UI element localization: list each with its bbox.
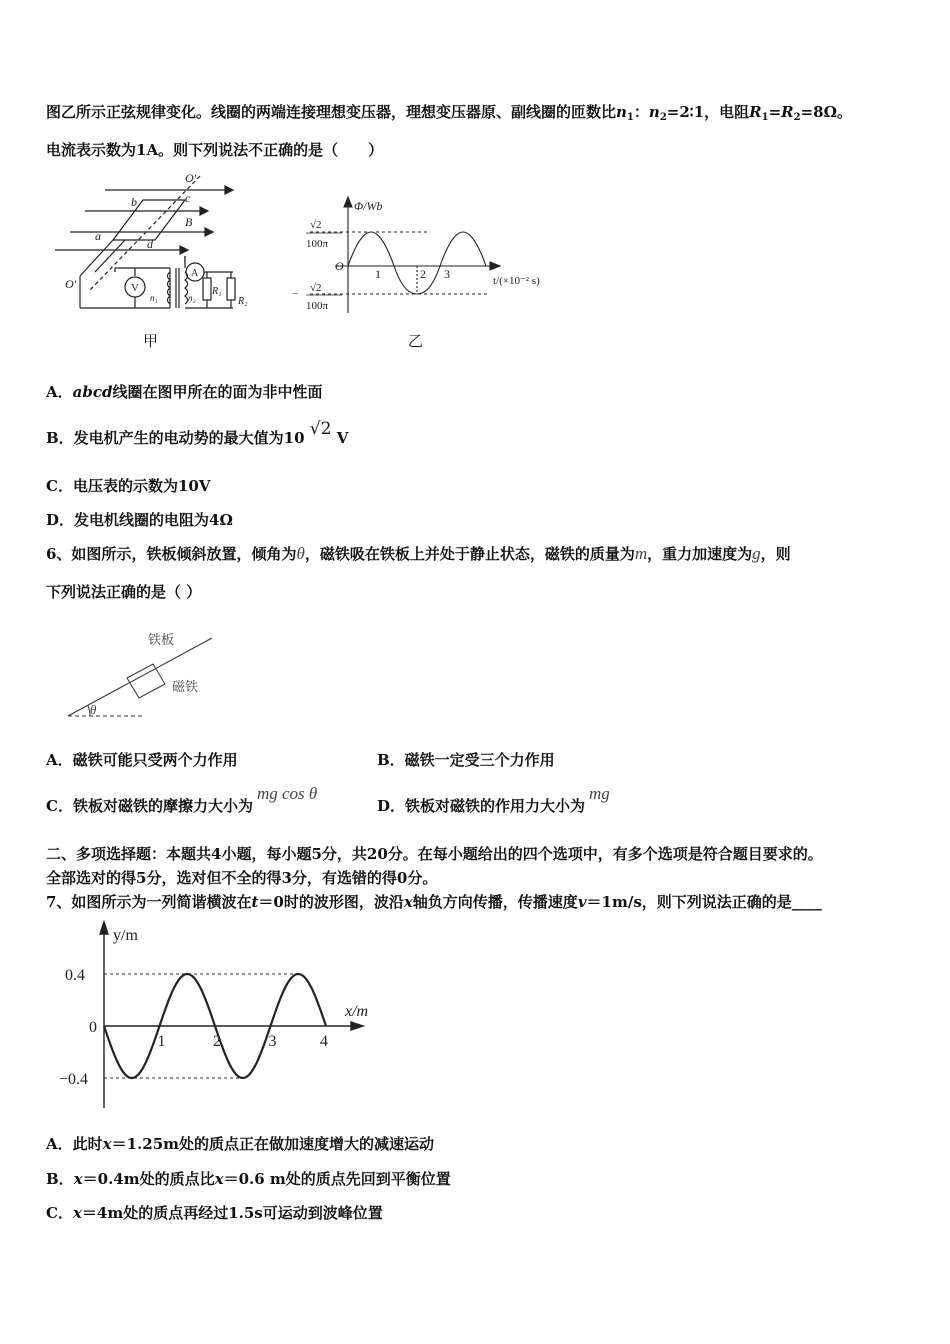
label-o-bottom: O′: [65, 277, 77, 291]
r1-symbol: R: [749, 103, 762, 121]
tick-3: 3: [444, 267, 450, 281]
label-c: c: [185, 191, 191, 205]
unit-v: V: [336, 429, 349, 447]
label-b-field: B: [185, 215, 193, 229]
mg-expression: mg: [589, 784, 610, 803]
q6-option-b: B．磁铁一定受三个力作用: [377, 751, 555, 769]
stem-text: ，重力加速度为: [647, 545, 753, 563]
flux-curve: [348, 232, 486, 294]
colon: ：: [633, 103, 649, 121]
option-label: B．: [46, 1170, 74, 1188]
q5-option-d: D．发电机线圈的电阻为4Ω: [46, 511, 233, 529]
rotation-axis: [90, 176, 200, 290]
m-symbol: m: [634, 544, 648, 563]
q6-stem-2: 下列说法正确的是（ ）: [46, 583, 202, 601]
y-tick-0.4: 0.4: [65, 967, 85, 984]
coil-abcd: [113, 200, 185, 240]
y-label: Φ/Wb: [354, 199, 383, 213]
stem-text: ，磁铁吸在铁板上并处于静止状态，磁铁的质量为: [304, 545, 635, 563]
ratio-text: =2∶1，电阻: [666, 103, 750, 121]
label-o-top: O′: [185, 171, 197, 185]
y-tick-neg0.4: −0.4: [59, 1071, 89, 1088]
q7-stem: [46, 892, 822, 912]
q7-option-a: [46, 1134, 434, 1154]
x-tick-label: 1: [157, 1033, 166, 1050]
label-v: V: [131, 282, 139, 294]
label-d: d: [147, 237, 153, 251]
r2-sub: 2: [793, 112, 801, 123]
denom-top: 100π: [306, 238, 329, 250]
option-text: ＝0.6 m处的质点先回到平衡位置: [223, 1170, 451, 1188]
option-text: ＝0.4m处的质点比: [82, 1170, 215, 1188]
q6-option-c: [46, 784, 318, 816]
q5-option-b: [46, 419, 349, 448]
chart-ylabel: y/m: [113, 927, 138, 944]
stem-text: 轴负方向传播，传播速度: [412, 893, 578, 911]
label-iron: 铁板: [148, 632, 175, 647]
q5-option-c: C．电压表的示数为10V: [46, 477, 211, 495]
label-theta: θ: [90, 702, 97, 717]
label-n1: n₁: [150, 293, 158, 303]
x-tick-label: 3: [268, 1033, 277, 1050]
denom-bottom: 100π: [306, 300, 329, 312]
v-symbol: v: [577, 893, 587, 911]
section2-line-1: 二、多项选择题：本题共4小题，每小题5分，共20分。在每小题给出的四个选项中，有多个选项是符合题目要求的。: [46, 845, 823, 863]
stem-text: 7、如图所示为一列简谐横波在: [46, 893, 252, 911]
label-b: b: [131, 195, 137, 209]
option-text: 线圈在图甲所在的面为非中性面: [112, 383, 323, 401]
tick-1: 1: [375, 267, 381, 281]
option-text: D．铁板对磁铁的作用力大小为: [377, 797, 586, 815]
q7-option-b: [46, 1169, 451, 1189]
label-n2: n₂: [188, 293, 196, 303]
label-r2: R₂: [238, 296, 248, 307]
g-symbol: g: [752, 544, 761, 563]
r-value: =8Ω。: [800, 103, 852, 121]
chart-xlabel: x/m: [345, 1003, 369, 1020]
x-symbol: x: [73, 1170, 83, 1188]
figure-yi-flux-graph: [290, 195, 580, 320]
figure-jia-generator: [55, 168, 270, 318]
sqrt2-top: √2: [310, 219, 322, 231]
stem-text: ＝1m/s，则下列说法正确的是____: [586, 893, 822, 911]
resistor-r1: [203, 278, 211, 300]
wave-chart: [55, 918, 395, 1118]
intro-line-2: 电流表示数为1A。则下列说法不正确的是（ ）: [46, 141, 384, 159]
resistor-r2: [227, 278, 235, 300]
option-text: A．此时: [46, 1135, 103, 1153]
section2-line-2: 全部选对的得5分，选对但不全的得3分，有选错的得0分。: [46, 869, 438, 887]
label-a-meter: A: [191, 268, 199, 279]
option-label: A．: [46, 383, 73, 401]
x-symbol: x: [72, 1204, 82, 1222]
q6-stem-1: [46, 544, 791, 564]
caption-jia: 甲: [143, 332, 159, 350]
label-magnet: 磁铁: [172, 679, 199, 694]
q6-option-d: [377, 784, 610, 816]
mgcos-expression: mg cos θ: [256, 784, 318, 803]
q7-option-c: [46, 1203, 383, 1223]
r1-sub: 1: [761, 112, 769, 123]
label-r1: R₁: [212, 286, 222, 297]
x-tick-label: 4: [320, 1033, 328, 1050]
figure-incline: [60, 628, 230, 723]
equals: =: [768, 103, 782, 121]
sqrt2-symbol: √2: [309, 419, 332, 439]
stem-text: ，则: [760, 545, 791, 563]
caption-yi: 乙: [408, 332, 424, 350]
option-text: B．发电机产生的电动势的最大值为10: [46, 429, 305, 447]
intro-text: 图乙所示正弦规律变化。线圈的两端连接理想变压器，理想变压器原、副线圈的匝数比: [46, 103, 617, 121]
q6-option-a: A．磁铁可能只受两个力作用: [46, 751, 238, 769]
intro-line-1: [46, 102, 852, 128]
q5-option-a: [46, 382, 323, 402]
sqrt2-bottom: √2: [310, 282, 322, 294]
option-text: ＝1.25m处的质点正在做加速度增大的减速运动: [111, 1135, 435, 1153]
option-text: ＝4m处的质点再经过1.5s可运动到波峰位置: [81, 1204, 383, 1222]
x-symbol: x: [214, 1170, 224, 1188]
n2-sub: 2: [659, 112, 667, 123]
x-symbol: x: [403, 893, 413, 911]
x-label: t/(×10⁻² s): [493, 275, 540, 287]
theta-symbol: θ: [296, 544, 305, 563]
n1-sub: 1: [626, 112, 634, 123]
n2-symbol: n: [648, 103, 660, 121]
t-symbol: t: [251, 893, 259, 911]
stem-text: ＝0时的波形图，波沿: [258, 893, 404, 911]
option-label: C．: [46, 1204, 73, 1222]
n1-symbol: n: [616, 103, 627, 121]
origin-label: O: [335, 259, 344, 273]
r2-symbol: R: [781, 103, 794, 121]
abcd-symbol: abcd: [72, 383, 113, 401]
label-a: a: [95, 229, 101, 243]
minus-sign: −: [292, 288, 299, 300]
stem-text: 6、如图所示，铁板倾斜放置，倾角为: [46, 545, 297, 563]
x-tick-label: 2: [213, 1033, 221, 1050]
option-text: C．铁板对磁铁的摩擦力大小为: [46, 797, 253, 815]
y-tick-0: 0: [89, 1019, 97, 1036]
tick-2: 2: [420, 267, 426, 281]
x-symbol: x: [102, 1135, 112, 1153]
